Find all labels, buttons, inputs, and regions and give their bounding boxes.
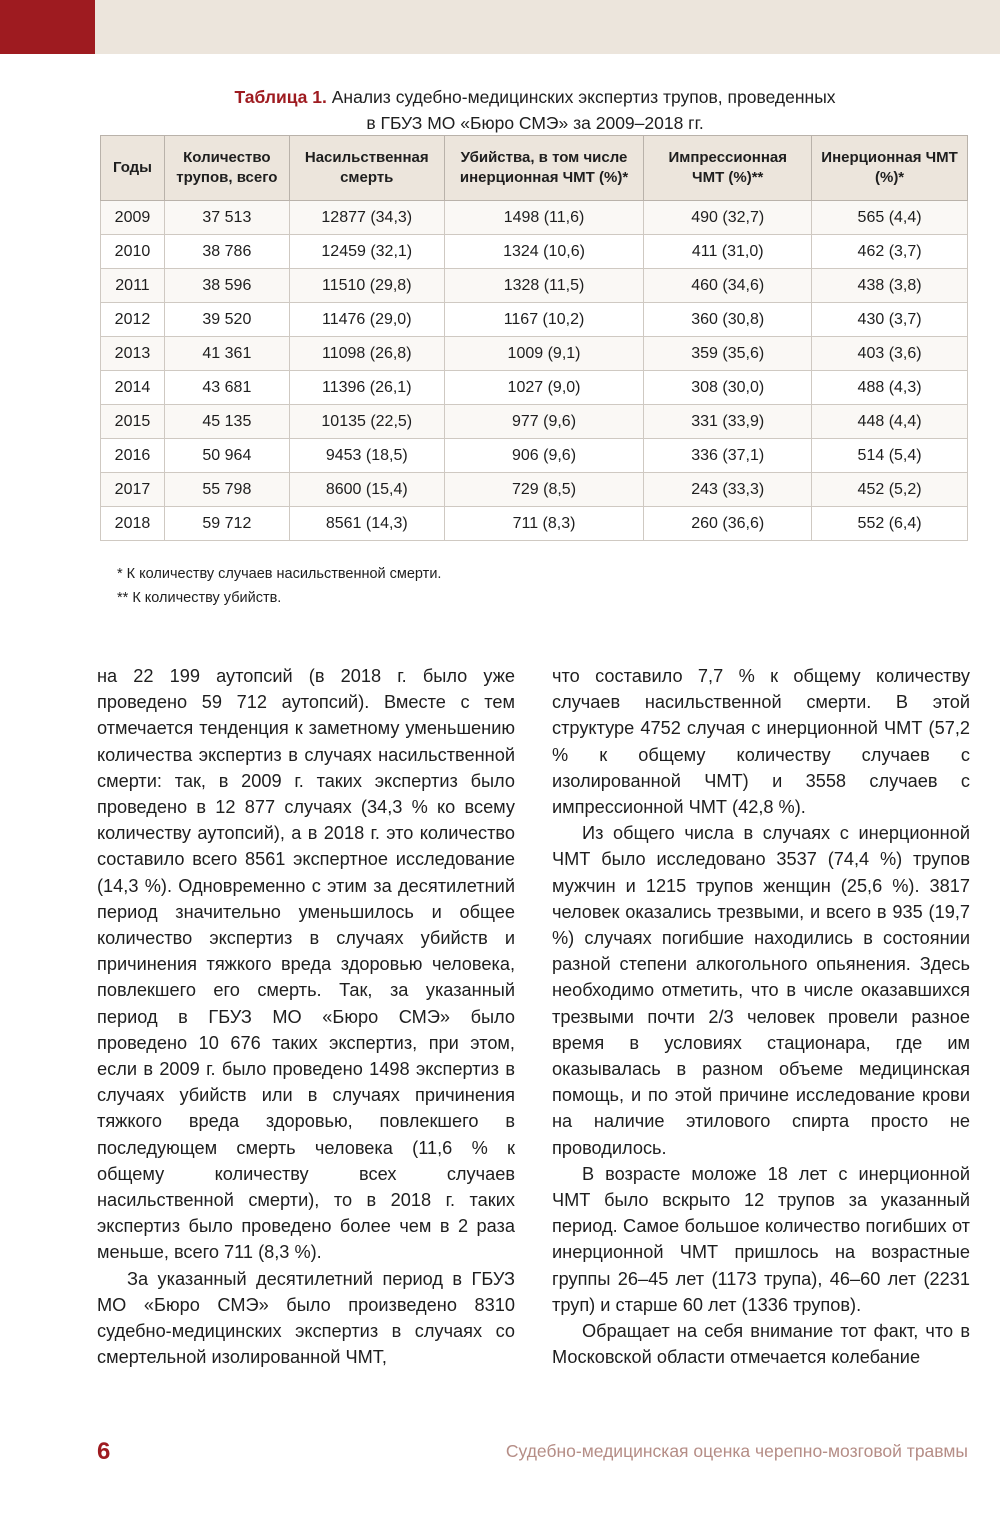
table-cell: 11510 (29,8) <box>289 269 444 303</box>
paragraph: В возрасте моложе 18 лет с инерционной ЧМТ было вскрыто 12 трупов за указанный период. Самое большое количество погибших от инерционной ЧМТ пришлось на возрастные группы 26–45 лет (1173 трупа), 46–60 лет (2231 труп) и старше 60 лет (1336 трупов). <box>552 1163 970 1315</box>
table-cell: 403 (3,6) <box>812 337 968 371</box>
header-band <box>0 0 1000 54</box>
header-impression: Импрессионная ЧМТ (%)** <box>644 136 812 201</box>
table-cell: 1167 (10,2) <box>444 303 644 337</box>
table-row <box>101 235 968 269</box>
page-number: 6 <box>97 1438 111 1465</box>
table-cell: 2018 <box>101 507 165 541</box>
table-cell: 490 (32,7) <box>644 201 812 235</box>
paragraph: За указанный десятилетний период в ГБУЗ МО «Бюро СМЭ» было произведено 8310 судебно-медицинских экспертиз в случаях со смертельной изолированной ЧМТ, <box>97 1268 515 1368</box>
table-cell: 243 (33,3) <box>644 473 812 507</box>
table-cell: 50 964 <box>164 439 289 473</box>
running-title: Судебно-медицинская оценка черепно-мозговой травмы <box>505 1441 968 1461</box>
left-column <box>97 663 515 1370</box>
table-cell: 2014 <box>101 371 165 405</box>
table-cell: 308 (30,0) <box>644 371 812 405</box>
table-cell: 37 513 <box>164 201 289 235</box>
right-column <box>552 663 970 1370</box>
table-cell: 2012 <box>101 303 165 337</box>
table-cell: 488 (4,3) <box>812 371 968 405</box>
table-cell: 514 (5,4) <box>812 439 968 473</box>
header-inertial: Инерционная ЧМТ (%)* <box>812 136 968 201</box>
table-cell: 2016 <box>101 439 165 473</box>
header-count: Количество трупов, всего <box>164 136 289 201</box>
table-cell: 12459 (32,1) <box>289 235 444 269</box>
table-row <box>101 371 968 405</box>
table-cell: 2011 <box>101 269 165 303</box>
data-table <box>100 135 968 541</box>
table-caption <box>100 84 970 136</box>
table-cell: 1027 (9,0) <box>444 371 644 405</box>
table-cell: 462 (3,7) <box>812 235 968 269</box>
header-murders: Убийства, в том числе инерционная ЧМТ (%)* <box>444 136 644 201</box>
table-caption-label: Таблица 1. <box>234 87 327 107</box>
table-cell: 45 135 <box>164 405 289 439</box>
table-cell: 11098 (26,8) <box>289 337 444 371</box>
table-cell: 39 520 <box>164 303 289 337</box>
table-cell: 906 (9,6) <box>444 439 644 473</box>
header-year: Годы <box>101 136 165 201</box>
table-cell: 1009 (9,1) <box>444 337 644 371</box>
table-cell: 9453 (18,5) <box>289 439 444 473</box>
footnote: ** К количеству убийств. <box>117 590 282 606</box>
table-cell: 411 (31,0) <box>644 235 812 269</box>
table-caption-line1: Анализ судебно-медицинских экспертиз трупов, проведенных <box>331 87 836 107</box>
table-cell: 41 361 <box>164 337 289 371</box>
table-cell: 2010 <box>101 235 165 269</box>
table-cell: 1498 (11,6) <box>444 201 644 235</box>
table-footnotes <box>117 562 441 610</box>
table-cell: 12877 (34,3) <box>289 201 444 235</box>
paragraph: что составило 7,7 % к общему количеству случаев насильственной смерти. В этой структуре 4752 случая с инерционной ЧМТ (57,2 % к общему количеству случаев с изолированной ЧМТ) и 3558 случаев с импрессионной ЧМТ (42,8 %). <box>552 666 970 818</box>
table-cell: 452 (5,2) <box>812 473 968 507</box>
table-cell: 552 (6,4) <box>812 507 968 541</box>
table-cell: 55 798 <box>164 473 289 507</box>
table-cell: 8600 (15,4) <box>289 473 444 507</box>
table-cell: 430 (3,7) <box>812 303 968 337</box>
table-cell: 8561 (14,3) <box>289 507 444 541</box>
table-cell: 2009 <box>101 201 165 235</box>
table-body <box>101 201 968 541</box>
paragraph: Из общего числа в случаях с инерционной ЧМТ было исследовано 3537 (74,4 %) трупов мужчин и 1215 трупов женщин (25,6 %). 3817 человек оказались трезвыми, и всего в 935 (19,7 %) случаях погибшие находились в состоянии разной степени алкогольного опьянения. Здесь необходимо отметить, что в числе оказавшихся трезвыми почти 2/3 человек провели разное время в условиях стационара, где им оказывалась в разном объеме медицинская помощь, и по этой причине исследование крови на наличие этилового спирта просто не проводилось. <box>552 823 970 1158</box>
footnote: * К количеству случаев насильственной смерти. <box>117 566 442 582</box>
table-row <box>101 303 968 337</box>
table-cell: 460 (34,6) <box>644 269 812 303</box>
table-cell: 359 (35,6) <box>644 337 812 371</box>
table-cell: 43 681 <box>164 371 289 405</box>
table-cell: 11396 (26,1) <box>289 371 444 405</box>
table-cell: 977 (9,6) <box>444 405 644 439</box>
table-row <box>101 269 968 303</box>
table-caption-line2: в ГБУЗ МО «Бюро СМЭ» за 2009–2018 гг. <box>366 113 704 133</box>
table-cell: 38 596 <box>164 269 289 303</box>
table-row <box>101 201 968 235</box>
table-cell: 2017 <box>101 473 165 507</box>
table-header-row <box>101 136 968 201</box>
table-cell: 448 (4,4) <box>812 405 968 439</box>
table-cell: 331 (33,9) <box>644 405 812 439</box>
table-cell: 729 (8,5) <box>444 473 644 507</box>
table-cell: 10135 (22,5) <box>289 405 444 439</box>
header-accent-block <box>0 0 95 54</box>
header-violent: Насильственная смерть <box>289 136 444 201</box>
table-cell: 438 (3,8) <box>812 269 968 303</box>
table-cell: 59 712 <box>164 507 289 541</box>
table-row <box>101 473 968 507</box>
table-row <box>101 405 968 439</box>
paragraph: на 22 199 аутопсий (в 2018 г. было уже проведено 59 712 аутопсий). Вместе с тем отмечается тенденция к заметному уменьшению количества экспертиз в случаях насильственной смерти: так, в 2009 г. таких экспертиз было проведено в 12 877 случаях (34,3 % ко всему количеству аутопсий), а в 2018 г. это количество составило всего 8561 экспертное исследование (14,3 %). Одновременно с этим за десятилетний период значительно уменьшилось и общее количество экспертиз в случаях убийств и причинения тяжкого вреда здоровью человека, повлекшего его смерть. Так, за указанный период в ГБУЗ МО «Бюро СМЭ» было проведено 10 676 таких экспертиз, при этом, если в 2009 г. было проведено 1498 экспертиз в случаях убийств или в случаях причинения тяжкого вреда здоровью, повлекшего в последующем смерть человека (11,6 % к общему количеству всех случаев насильственной смерти), то в 2018 г. таких экспертиз было проведено более чем в 2 раза меньше, всего 711 (8,3 %). <box>97 666 515 1263</box>
table-cell: 11476 (29,0) <box>289 303 444 337</box>
table-cell: 336 (37,1) <box>644 439 812 473</box>
table-cell: 360 (30,8) <box>644 303 812 337</box>
table-cell: 2013 <box>101 337 165 371</box>
table-row <box>101 507 968 541</box>
table-cell: 38 786 <box>164 235 289 269</box>
table-cell: 711 (8,3) <box>444 507 644 541</box>
table-cell: 1324 (10,6) <box>444 235 644 269</box>
table-cell: 260 (36,6) <box>644 507 812 541</box>
paragraph: Обращает на себя внимание тот факт, что в Московской области отмечается колебание <box>552 1321 970 1368</box>
table-cell: 1328 (11,5) <box>444 269 644 303</box>
table-row <box>101 337 968 371</box>
table-cell: 2015 <box>101 405 165 439</box>
table-cell: 565 (4,4) <box>812 201 968 235</box>
table-row <box>101 439 968 473</box>
